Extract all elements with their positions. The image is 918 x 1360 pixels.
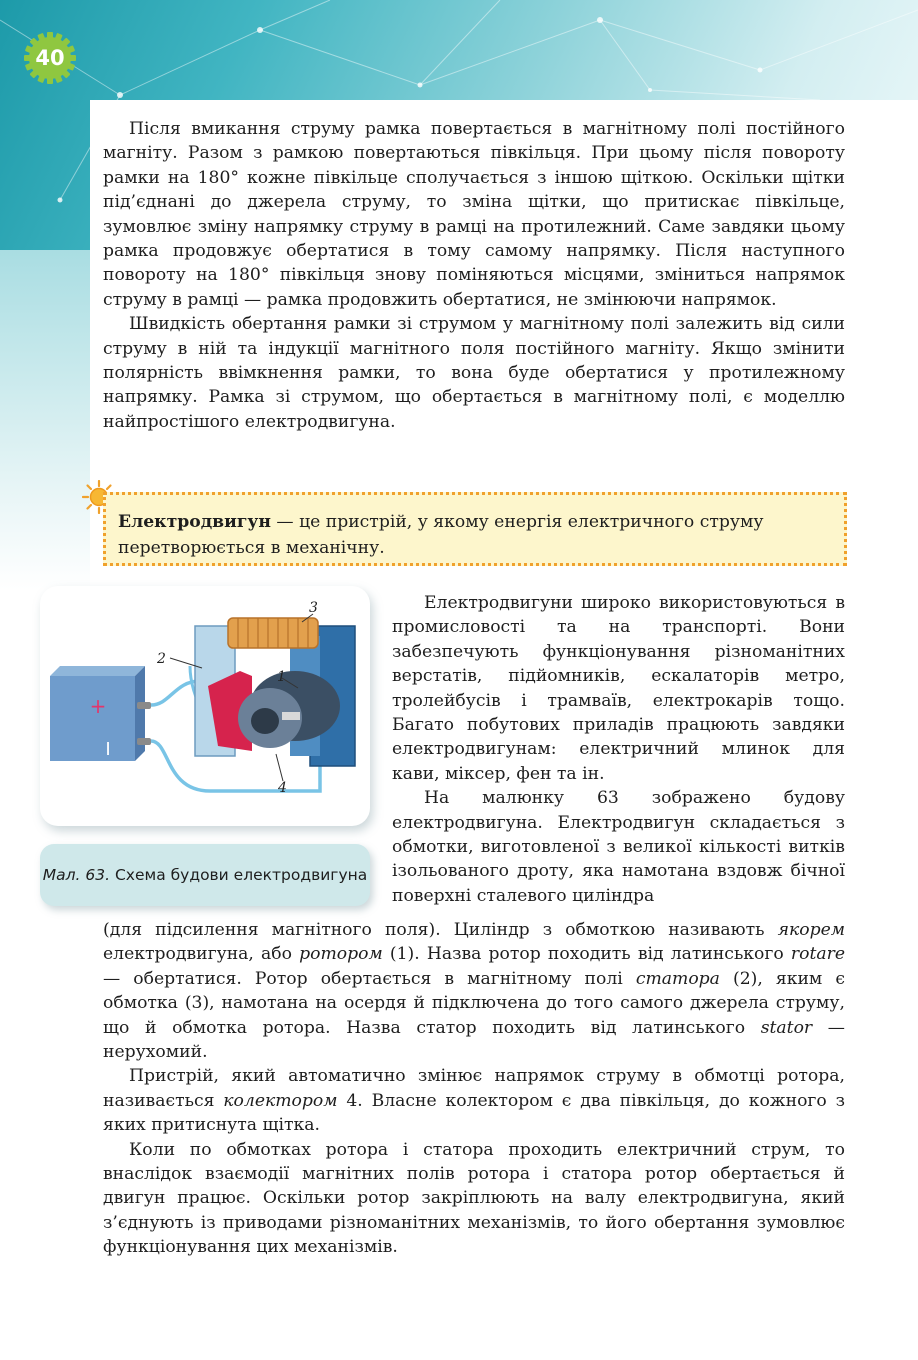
paragraph: Коли по обмотках ротора і статора проходить електричний струм, то внаслідок взаємодії магнітних полів ротора і статора ротор обертається й двигун працює. Оскільки ротор закріплюють на валу електродвигуна, який з’єднують із приводами різноманітних механізмів, то його обертання зумовлює функціонування цих механізмів. [103, 1139, 845, 1258]
callout-3: 3 [309, 600, 318, 616]
battery-minus-sign: I [105, 739, 111, 760]
paragraph: На малюнку 63 зображено будову електродвигуна. Електродвигун складається з обмотки, виготовленої з великої кількості витків ізольованого дроту, яка намотана вздовж бічної поверхні сталевого циліндра [392, 788, 845, 906]
caption-text: Схема будови електродвигуна [114, 866, 368, 884]
right-column-text [392, 591, 845, 908]
page-number: 40 [35, 46, 65, 70]
callout-1: 1 [277, 669, 286, 685]
battery-plus-sign: + [89, 694, 107, 718]
paragraph: Після вмикання струму рамка повертається в магнітному полі постійного магніту. Разом з рамкою повертаються півкільця. При цьому після повороту рамки на 180° кожне півкільце сполучається з іншою щіткою. Оскільки щітки під’єднані до джерела струму, то зміна щітки, що притискає півкільце, зумовлює зміну напрямку струму в рамці на протилежний. Саме завдяки цьому рамка продовжує обертатися в тому самому напрямку. Після наступного повороту на 180° півкільця знову поміняються місцями, зміниться напрямок струму в рамці — рамка продовжить обертатися, не змінюючи напрямок. [103, 119, 845, 310]
intro-text [103, 117, 845, 434]
callout-4: 4 [278, 780, 287, 796]
definition-box [103, 492, 847, 566]
callout-2: 2 [157, 651, 166, 667]
definition-text: — це пристрій, у якому енергія електричного струму перетворюється в механічну. [118, 512, 764, 558]
paragraph: Електродвигуни широко використовуються в промисловості та на транспорті. Вони забезпечують функціонування різноманітних верстатів, підйомників, ескалаторів метро, тролейбусів і трамваїв, електрокарів тощо. Багато побутових приладів працюють завдяки електродвигунам: електричний млинок для кави, міксер, фен та ін. [392, 593, 845, 784]
figure-63-card [40, 586, 370, 826]
paragraph-continuation: (для підсилення магнітного поля). Циліндр з обмоткою називають якорем електродвигуна, або ротором (1). Назва ротор походить від латинського rotare — обертатися. Ротор обертається в магнітному полі статора (2), яким є обмотка (3), намотана на осердя й підключена до того самого джерела струму, що й обмотка ротора. Назва статор походить від латинського stator — нерухомий. [103, 920, 846, 1063]
figure-63-caption [40, 844, 370, 906]
left-margin-decoration [0, 250, 90, 590]
definition-term: Електродвигун [118, 512, 271, 532]
page-number-badge [14, 32, 86, 84]
figure-label: Мал. 63. [42, 866, 111, 884]
bottom-text [103, 918, 845, 1260]
paragraph-collector: Пристрій, який автоматично змінює напрямок струму в обмотці ротора, називається колектором 4. Власне колектором є два півкільця, до кожного з яких притиснута щітка. [103, 1066, 845, 1136]
paragraph: Швидкість обертання рамки зі струмом у магнітному полі залежить від сили струму в ній та індукції магнітного поля постійного магніту. Якщо змінити полярність ввімкнення рамки, то вона буде обертатися у протилежному напрямку. Рамка зі струмом, що обертається в магнітному полі, є моделлю найпростішого електродвигуна. [103, 314, 845, 432]
electric-motor-diagram [40, 586, 370, 826]
